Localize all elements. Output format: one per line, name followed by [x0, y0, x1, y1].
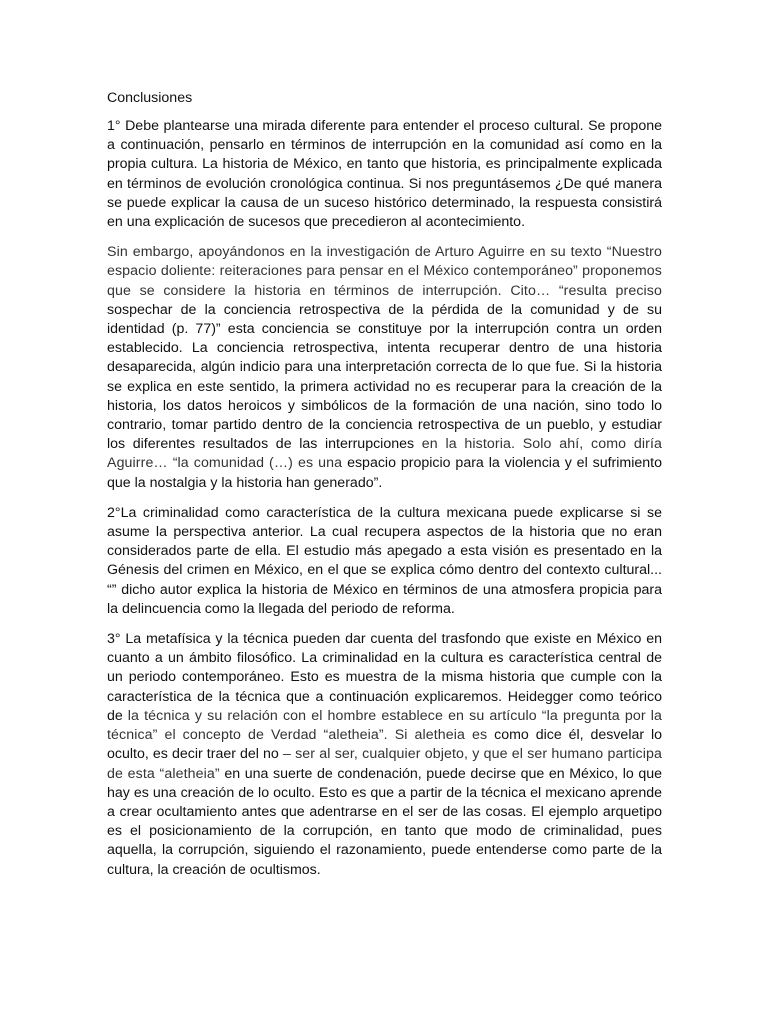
paragraph-4-body-c: en una suerte de condenación, puede decirse que en México, lo que hay es una creación de lo oculto. Esto es que a partir de la técnica el mexicano aprende a crear ocultamiento antes que adentrarse en el ser de las cosas. El ejemplo arquetipo es el posicionamiento de la corrupción, en tanto que modo de criminalidad, pues aquella, la corrupción, siguiendo el razonamiento, puede entenderse como parte de la cultura, la creación de ocultismos. — [107, 765, 662, 878]
paragraph-2 — [107, 243, 662, 493]
paragraph-1-text: 1° Debe plantearse una mirada diferente para entender el proceso cultural. Se propone a continuación, pensarlo en términos de interrupción en la comunidad así como en la propia cultura. La historia de México, en tanto que historia, es principalmente explicada en términos de evolución cronológica continua. Si nos preguntásemos ¿De qué manera se puede explicar la causa de un suceso histórico determinado, la respuesta consistirá en una explicación de sucesos que precedieron al acontecimiento. — [107, 118, 662, 231]
paragraph-3-text: 2°La criminalidad como característica de la cultura mexicana puede explicarse si se asume la perspectiva anterior. La cual recupera aspectos de la historia que no eran considerados parte de ella. El estudio más apegado a esta visión es presentado en la Génesis del crimen en México, en el que se explica cómo dentro del contexto cultural... “” dicho autor explica la historia de México en términos de una atmosfera propicia para la delincuencia como la llegada del periodo de reforma. — [107, 504, 662, 617]
document-page — [107, 88, 662, 891]
paragraph-2-quote-aguirre: en la historia. Solo ahí, como diría Aguirre… “la comunidad (…) es una — [107, 436, 662, 472]
paragraph-4-quote-aletheia: – ser al ser, cualquier objeto, y que el ser humano participa de esta “aletheia” — [107, 746, 662, 782]
paragraph-3 — [107, 504, 662, 619]
paragraph-4-body-a: 3° La metafísica y la técnica pueden dar cuenta del trasfondo que existe en México en cuanto a un ámbito filosófico. La criminalidad en la cultura es característica central de un periodo contemporáneo. Esto es muestra de la misma historia que cumple con la característica de la técnica que a continuación explicaremos. Heidegger como teórico de — [107, 631, 662, 724]
paragraph-2-body: sospechar de la conciencia retrospectiva de la pérdida de la comunidad y de su identidad (p. 77)” esta conciencia se constituye por la interrupción contra un orden establecido. La conciencia retrospectiva, intenta recuperar dentro de una historia desaparecida, algún indicio para una interpretación correcta de lo que fue. Si la historia se explica en este sentido, la primera actividad no es recuperar para la creación de la historia, los datos heroicos y simbólicos de la formación de una nación, sino todo lo contrario, tomar partido dentro de la conciencia retrospectiva de un pueblo, y estudiar los diferentes resultados de las interrupciones — [107, 301, 662, 453]
document-heading: Conclusiones — [107, 90, 193, 106]
paragraph-4 — [107, 630, 662, 880]
paragraph-1 — [107, 117, 662, 232]
paragraph-2-quote-intro: Sin embargo, apoyándonos en la investigación de Arturo Aguirre en su texto “Nuestro espacio doliente: reiteraciones para pensar en el México contemporáneo” proponemos que se considere la historia en términos de interrupción. Cito… “resulta preciso — [107, 244, 662, 299]
paragraph-2-closing: espacio propicio para la violencia y el sufrimiento que la nostalgia y la historia han generado”. — [107, 455, 662, 491]
paragraph-4-quote-heidegger: la técnica y su relación con el hombre establece en su artículo “la pregunta por la técnica” el concepto de Verdad “aletheia”. Si aletheia es — [107, 707, 662, 744]
paragraph-4-body-b: como dice él, desvelar lo oculto, es decir traer del no — [107, 727, 662, 763]
